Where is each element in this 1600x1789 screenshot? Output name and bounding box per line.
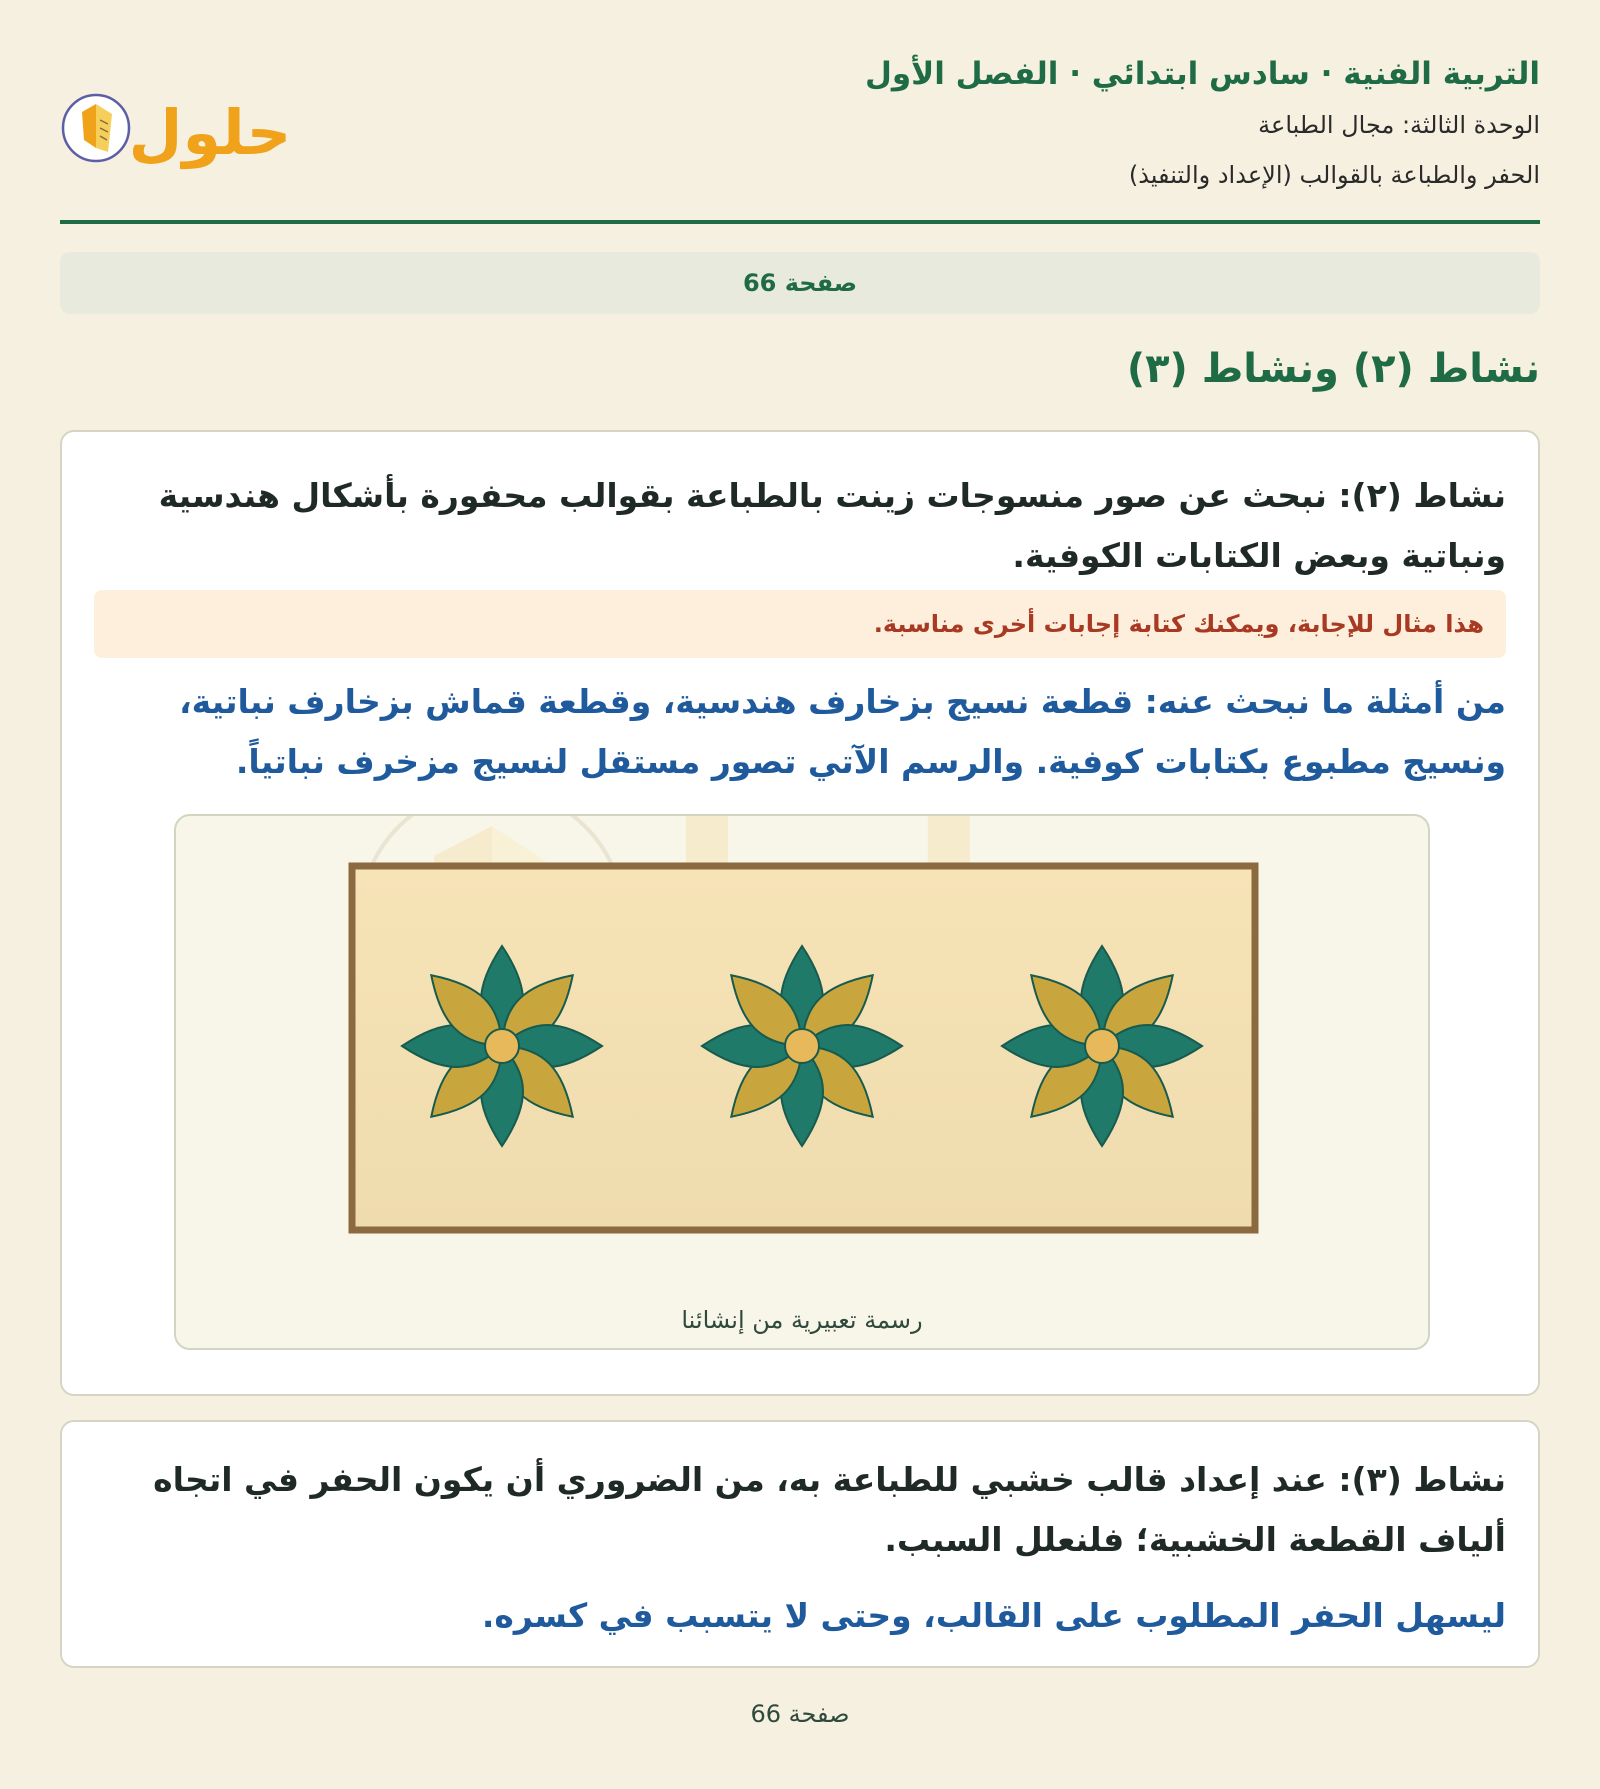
page-title: التربية الفنية · سادس ابتدائي · الفصل الأول — [864, 56, 1540, 92]
flower-3 — [1002, 946, 1202, 1146]
unit-subtitle: الوحدة الثالثة: مجال الطباعة — [1258, 111, 1540, 139]
activity-2-question-line-2: ونباتية وبعض الكتابات الكوفية. — [1012, 536, 1506, 575]
lesson-subtitle: الحفر والطباعة بالقوالب (الإعداد والتنفيذ) — [1128, 161, 1540, 189]
page-footer — [60, 1700, 1540, 1728]
activity-2-question — [94, 466, 1506, 586]
fabric-illustration — [176, 816, 1428, 1286]
footer-page-label: صفحة 66 — [750, 1700, 850, 1728]
example-answer-note — [94, 590, 1506, 658]
page-header — [60, 0, 1540, 224]
section-title: نشاط (٢) ونشاط (٣) — [1126, 346, 1540, 392]
figure-caption: رسمة تعبيرية من إنشائنا — [681, 1306, 923, 1334]
fabric-illustration-figure — [174, 814, 1430, 1350]
logo-text: حلول — [128, 96, 292, 169]
activity-3-question-line-1: نشاط (٣): عند إعداد قالب خشبي للطباعة به، من الضروري أن يكون الحفر في اتجاه — [153, 1460, 1506, 1499]
activity-3-card — [60, 1420, 1540, 1668]
note-text: هذا مثال للإجابة، ويمكنك كتابة إجابات أخرى مناسبة. — [873, 610, 1484, 638]
activity-2-answer — [94, 672, 1506, 792]
flower-1 — [402, 946, 602, 1146]
activity-3-question-line-2: ألياف القطعة الخشبية؛ فلنعلل السبب. — [884, 1520, 1506, 1559]
activity-2-question-line-1: نشاط (٢): نبحث عن صور منسوجات زينت بالطباعة بقوالب محفورة بأشكال هندسية — [158, 476, 1506, 515]
book-icon — [63, 95, 129, 161]
activity-3-answer: ليسهل الحفر المطلوب على القالب، وحتى لا يتسبب في كسره. — [481, 1596, 1506, 1635]
flower-2 — [702, 946, 902, 1146]
site-logo[interactable] — [60, 74, 300, 174]
activity-2-card — [60, 430, 1540, 1396]
banner-page-label: صفحة 66 — [742, 269, 858, 297]
activity-3-question — [94, 1450, 1506, 1570]
page — [60, 0, 1540, 1789]
activity-2-answer-line-2: ونسيج مطبوع بكتابات كوفية. والرسم الآتي تصور مستقل لنسيج مزخرف نباتياً. — [235, 742, 1506, 781]
page-banner — [60, 252, 1540, 314]
activity-2-answer-line-1: من أمثلة ما نبحث عنه: قطعة نسيج بزخارف هندسية، وقطعة قماش بزخارف نباتية، — [179, 682, 1506, 721]
